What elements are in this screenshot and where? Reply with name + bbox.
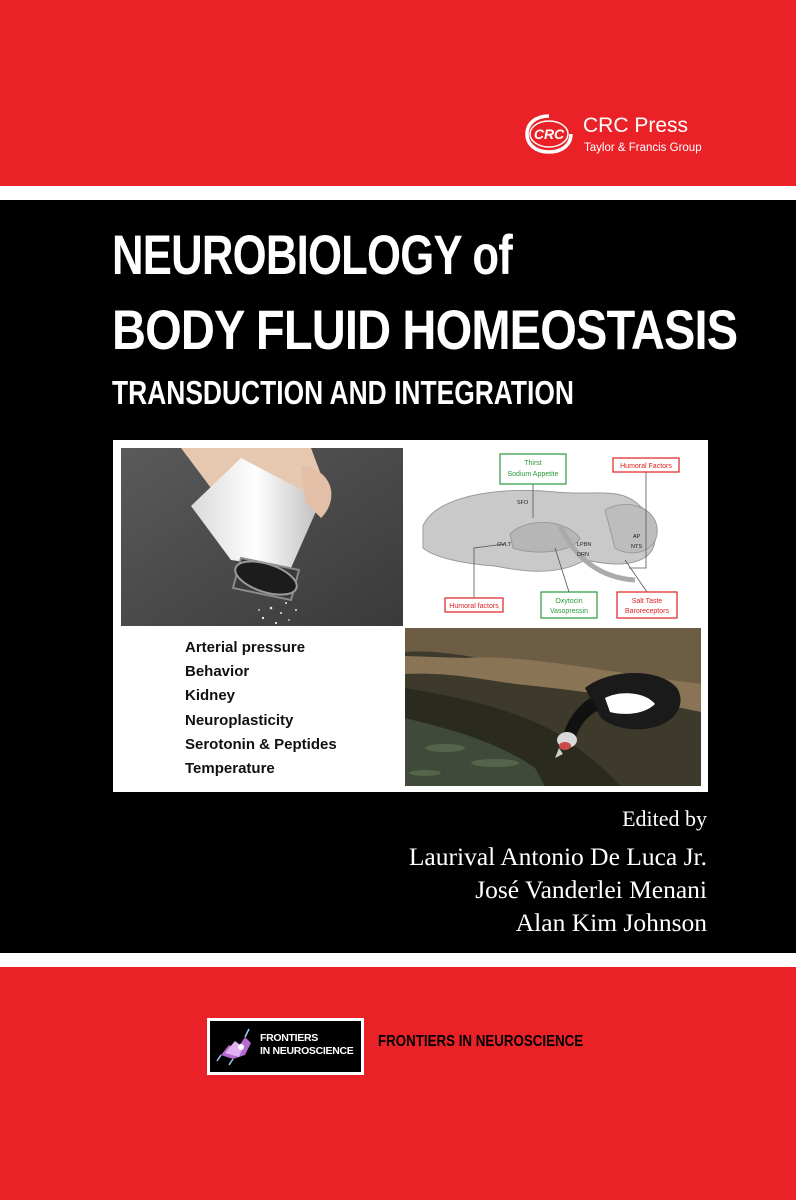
diagram-label-sfo: SFO (517, 500, 529, 506)
diagram-label-nts: NTS (631, 544, 642, 550)
duck-drinking-illustration (405, 628, 701, 786)
diagram-label-ap: AP (633, 534, 641, 540)
topic-list (185, 636, 337, 781)
topic-item: Serotonin & Peptides (185, 735, 337, 753)
publisher-name: CRC Press (583, 114, 689, 137)
topic-item: Neuroplasticity (185, 711, 294, 729)
topic-item: Behavior (185, 663, 250, 681)
publisher-logo (523, 110, 723, 160)
book-subtitle: TRANSDUCTION AND INTEGRATION (112, 374, 574, 411)
cover-art (113, 440, 708, 792)
diagram-label-salt-taste: Salt Taste (631, 598, 663, 605)
neuron-icon (215, 1025, 257, 1067)
book-title-line-2: BODY FLUID HOMEOSTASIS (112, 298, 738, 361)
series-logo-line-2: IN NEUROSCIENCE (260, 1045, 354, 1057)
diagram-label-baroreceptors: Baroreceptors (625, 608, 669, 615)
brain-diagram-illustration (405, 448, 701, 626)
diagram-label-drn: DRN (577, 552, 589, 558)
series-logo-box (210, 1021, 361, 1072)
diagram-label-vasopressin: Vasopressin (549, 608, 589, 615)
bottom-white-rule (0, 953, 796, 967)
diagram-label-lpbn: LPBN (577, 542, 592, 548)
diagram-label-thirst: Thirst (524, 460, 542, 467)
crc-badge-icon (523, 112, 575, 156)
editor-name: Laurival Antonio De Luca Jr. (408, 842, 707, 871)
series-logo-line-1: FRONTIERS (260, 1032, 318, 1044)
crc-badge-text: CRC (533, 126, 565, 142)
editor-name: José Vanderlei Menani (475, 875, 707, 904)
brain-diagram (405, 448, 701, 626)
topic-item: Temperature (185, 760, 275, 778)
diagram-label-sodium-appetite: Sodium Appetite (507, 471, 559, 478)
salt-shaker-illustration (121, 448, 403, 626)
book-title-line-1: NEUROBIOLOGY of (112, 223, 513, 286)
series-logo (207, 1018, 364, 1075)
diagram-label-oxytocin: Oxytocin (555, 598, 583, 605)
topic-list-panel (121, 628, 403, 786)
salt-shaker-photo (121, 448, 403, 626)
series-name: FRONTIERS IN NEUROSCIENCE (378, 1033, 584, 1050)
diagram-label-ovlt: OVLT (497, 542, 511, 548)
duck-drinking-photo (405, 628, 701, 786)
editor-name: Alan Kim Johnson (515, 908, 707, 937)
diagram-label-humoral-factors-bottom: Humoral factors (449, 603, 499, 610)
bottom-red-band (0, 967, 796, 1200)
topic-item: Kidney (185, 687, 236, 705)
edited-by-label: Edited by (622, 806, 707, 831)
top-white-rule (0, 186, 796, 200)
diagram-label-humoral-factors-top: Humoral Factors (620, 463, 672, 470)
publisher-group: Taylor & Francis Group (584, 142, 702, 154)
topic-item: Arterial pressure (185, 639, 306, 656)
